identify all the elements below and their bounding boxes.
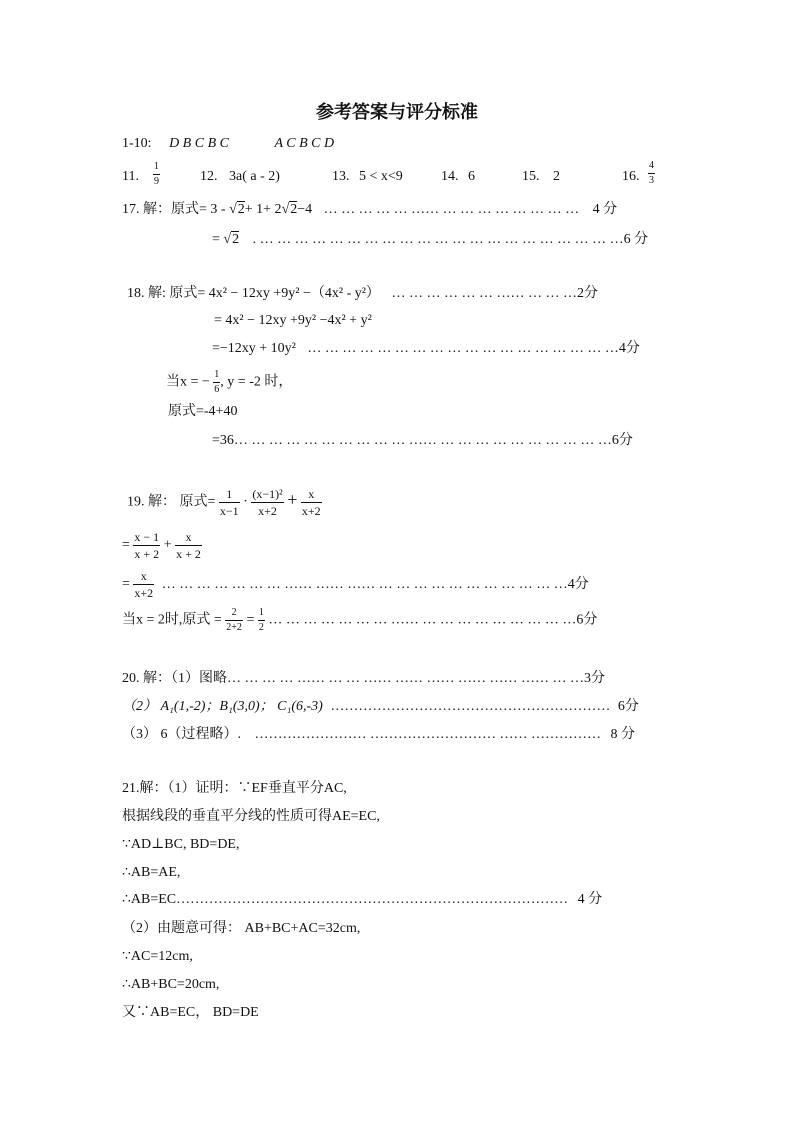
q12-label: 12. (200, 169, 218, 184)
q19-line3 (122, 570, 589, 599)
q20-score-2: 6分 (617, 699, 639, 714)
q18-line5: 原式=-4+40 (168, 404, 238, 419)
q12 (200, 170, 280, 184)
q13 (332, 170, 403, 184)
q12-answer: 3a( a - 2) (229, 169, 280, 184)
q18-line2: = 4x² − 12xy +9y² −4x² + y² (214, 313, 372, 328)
sqrt-symbol: √ (281, 202, 290, 217)
q21-line6: （2）由题意可得： AB+BC+AC=32cm, (122, 921, 361, 936)
q19-l4-a: 当x = 2时,原式 = (122, 612, 222, 628)
q19-l4-eq: = (246, 612, 255, 628)
sqrt-symbol: √ (223, 232, 232, 247)
q16-den: 3 (649, 175, 654, 186)
q14-answer: 6 (468, 169, 475, 184)
q20-dots-3: …………………… ……………………… …… …………… (254, 727, 601, 742)
q19-l3-den: x+2 (134, 586, 154, 600)
page-title: 参考答案与评分标准 (316, 102, 478, 123)
q19-plus: + (287, 489, 298, 510)
q14-label: 14. (441, 169, 459, 184)
q19-label: 19. 解： 原式= (127, 494, 216, 510)
q18-line6: =36… … … … … … … … … … …… … … … … … … … … … …6分 (212, 433, 633, 448)
q21-score-5: 4 分 (577, 892, 603, 907)
q19-l3-eq: = (122, 576, 130, 592)
q19-f1-num: 1 (219, 488, 240, 503)
sqrt-symbol: √ (229, 202, 237, 217)
q11-num: 1 (153, 162, 160, 175)
q18-cond-den: 6 (214, 384, 220, 395)
q20-dots-2: …………………………………………………… (330, 699, 611, 714)
q17-label: 17. 解：原式= (122, 202, 207, 217)
q17-score-1: 4 分 (592, 202, 618, 217)
q16-label: 16. (622, 169, 640, 184)
q21-line3: ∵AD⊥BC, BD=DE, (122, 837, 240, 852)
q19-l2-eq: = (122, 537, 130, 553)
q17-expr-c: −4 (297, 202, 313, 217)
q20-score-3: 8 分 (610, 727, 635, 742)
q11-label: 11. (122, 169, 139, 184)
q17-radicand-1: 2 (237, 202, 245, 217)
q16-fraction (648, 161, 655, 186)
q21-line5-text: ∴AB=EC (122, 892, 177, 907)
q18-cond-num: 1 (213, 370, 220, 383)
q1-10-label: 1-10: (122, 136, 152, 151)
q17-expr-b: + 1+ 2 (244, 202, 282, 217)
q21-line2: 根据线段的垂直平分线的性质可得AE=EC, (122, 809, 380, 824)
q16-num: 4 (648, 161, 655, 174)
q15-label: 15. (522, 169, 540, 184)
q21-line8: ∴AB+BC=20cm, (122, 977, 220, 992)
q18-cond-a: 当x = − (166, 374, 210, 390)
q11-den: 9 (154, 176, 159, 187)
q19-line4 (122, 608, 597, 633)
q11 (122, 170, 139, 184)
q19-l4-f2-num: 1 (258, 608, 265, 621)
q20-line3 (122, 728, 635, 742)
q19-l2-plus: + (163, 537, 172, 553)
q19-l2-f2-num: x (175, 531, 202, 546)
q18-line1-text: 18. 解: 原式= 4x² − 12xy +9y² −（4x² - y²） (127, 286, 380, 301)
q19-l4-f1-num: 2 (225, 608, 243, 621)
q17-eq: = (212, 232, 220, 247)
q18-line3 (212, 342, 640, 356)
q21-line9: 又∵AB=EC， BD=DE (122, 1005, 259, 1020)
q20-line2 (122, 700, 639, 714)
q18-line3-text: =−12xy + 10y² (212, 341, 296, 356)
q19-f2-num: (x−1)² (252, 487, 283, 501)
q21-line1: 21.解：（1）证明：∵EF垂直平分AC, (122, 781, 347, 796)
q19-dots-3: … … … … … … … …… …… …… … … … … … … … … … … …4分 (161, 576, 589, 592)
q17-line1 (122, 203, 617, 217)
q19-f3-den: x+2 (301, 504, 321, 518)
q15-answer: 2 (553, 169, 560, 184)
q13-answer: 5 < x<9 (359, 169, 403, 184)
q19-line2 (122, 531, 202, 560)
q15 (522, 170, 560, 184)
q1-10-row (122, 137, 334, 151)
q19-dot: · (243, 494, 248, 510)
q6-10-answers: A C B C D (274, 136, 335, 151)
q19-f3-num: x (301, 488, 322, 503)
q21-line4: ∴AB=AE, (122, 865, 181, 880)
q19-dots-4: … … … … … … … …… … … … … … … … … …6分 (268, 612, 598, 628)
q19-f2-den: x+2 (258, 504, 277, 518)
q18-condition (166, 370, 292, 395)
q17-expr-a: 3 - (206, 202, 230, 217)
q11-fraction (153, 162, 160, 187)
q17-line2 (212, 233, 648, 247)
q19-l2-f1-num: x − 1 (134, 530, 160, 544)
q20-line2-text: （2） A₁(1,-2)；B₁(3,0)； C₁(6,-3) (122, 699, 323, 714)
q16 (622, 170, 640, 184)
q18-cond-b: , y = -2 时， (220, 374, 293, 390)
q19-l2-f1-den: x + 2 (134, 547, 160, 561)
q20-line1: 20. 解：（1）图略… … … … …… … … …… …… …… …… …… …… … …3分 (122, 671, 605, 686)
q21-line5 (122, 893, 602, 907)
q19-line1 (127, 488, 322, 517)
q18-dots-3: … … … … … … … … … … … … … … … … … …4分 (307, 341, 640, 356)
q13-label: 13. (332, 169, 350, 184)
q19-f1-den: x−1 (219, 504, 239, 518)
q19-l3-num: x (133, 570, 154, 585)
q1-5-answers: D B C B C (169, 136, 229, 151)
q19-l4-f2-den: 2 (258, 622, 264, 633)
q14 (441, 170, 475, 184)
q19-l4-f1-den: 2+2 (226, 622, 242, 633)
q18-line1 (127, 287, 598, 301)
q17-radicand-2: 2 (290, 202, 298, 217)
q19-l2-f2-den: x + 2 (176, 547, 201, 561)
q17-dots-1: … … … … … …… … … … … … … … … (323, 202, 580, 217)
q18-dots-1: … … … … … … …… … … …2分 (391, 286, 598, 301)
q21-line7: ∵AC=12cm, (122, 949, 193, 964)
q20-line3-text: （3） 6（过程略）. (122, 727, 241, 742)
q17-dots-2: . … … … … … … … … … … … … … … … … … … … … …6 分 (252, 232, 649, 247)
q17-result-radicand: 2 (232, 232, 240, 247)
q21-dots-5: ………………………………………………………………………… (176, 892, 569, 907)
